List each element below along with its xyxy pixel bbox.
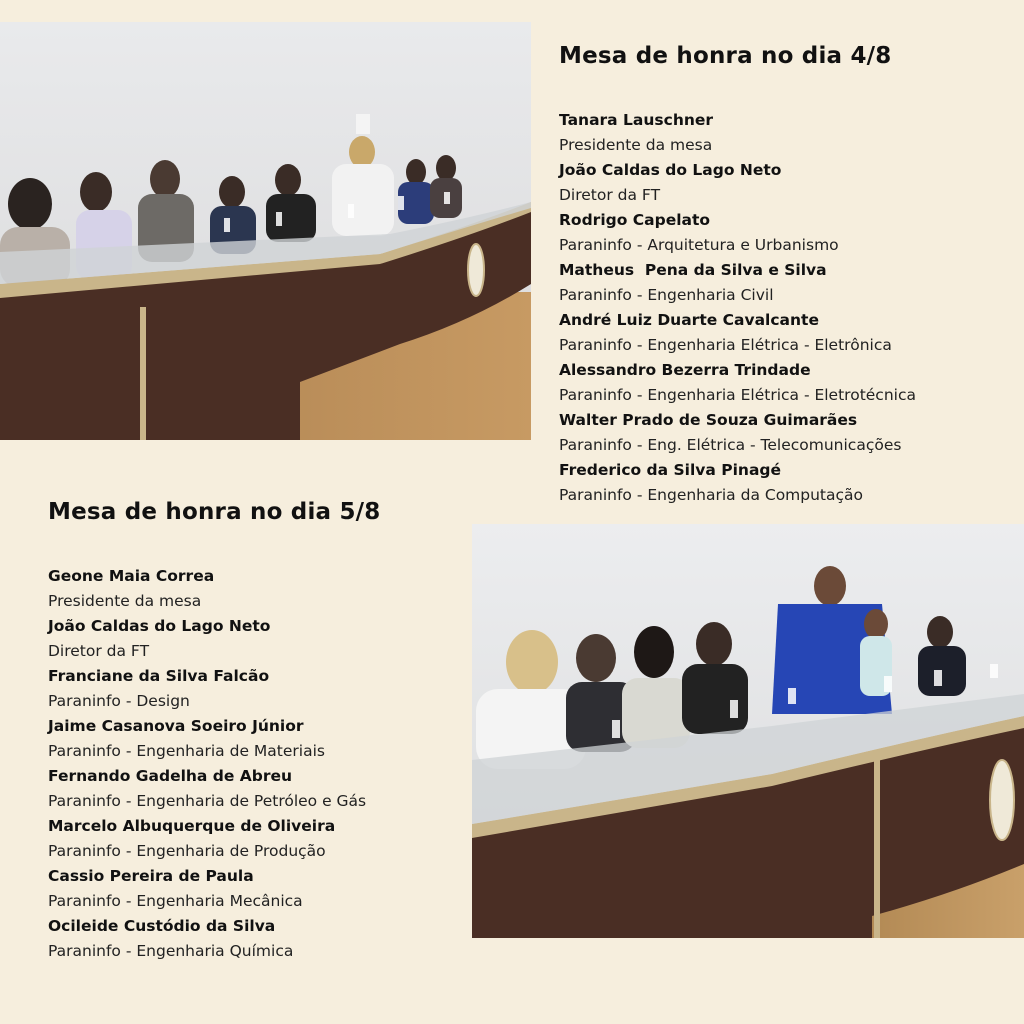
ceremony-photo-day1 — [0, 22, 531, 440]
list-item — [48, 914, 468, 964]
list-item — [48, 814, 468, 864]
member-role: Paraninfo - Engenharia de Petróleo e Gás — [48, 792, 367, 810]
member-role: Paraninfo - Engenharia da Computação — [559, 486, 864, 504]
member-role: Paraninfo - Eng. Elétrica - Telecomunicações — [559, 436, 902, 454]
member-role: Diretor da FT — [48, 642, 150, 660]
list-item — [559, 208, 1019, 258]
ceremony-photo-icon — [472, 524, 1024, 938]
list-item — [48, 864, 468, 914]
honor-table-day2 — [48, 496, 468, 964]
list-item — [559, 308, 1019, 358]
member-role: Diretor da FT — [559, 186, 661, 204]
member-role: Paraninfo - Engenharia Elétrica - Eletrotécnica — [559, 386, 916, 404]
honor-table-day1 — [559, 40, 1019, 508]
member-role: Paraninfo - Engenharia Química — [48, 942, 294, 960]
member-role: Paraninfo - Arquitetura e Urbanismo — [559, 236, 839, 254]
section-heading: Mesa de honra no dia 5/8 — [48, 499, 381, 525]
member-role: Presidente da mesa — [559, 136, 713, 154]
list-item — [559, 358, 1019, 408]
ceremony-photo-icon — [0, 22, 531, 440]
member-name: Frederico da Silva Pinagé — [559, 461, 782, 479]
list-item — [559, 408, 1019, 458]
member-role: Paraninfo - Engenharia de Materiais — [48, 742, 325, 760]
list-item — [48, 614, 468, 664]
ceremony-photo-day2 — [472, 524, 1024, 938]
member-name: Cassio Pereira de Paula — [48, 867, 254, 885]
list-item — [559, 258, 1019, 308]
member-name: Walter Prado de Souza Guimarães — [559, 411, 858, 429]
member-name: Marcelo Albuquerque de Oliveira — [48, 817, 336, 835]
list-item — [48, 564, 468, 614]
member-name: Rodrigo Capelato — [559, 211, 711, 229]
section-heading: Mesa de honra no dia 4/8 — [559, 43, 892, 69]
member-name: Franciane da Silva Falcão — [48, 667, 270, 685]
member-name: João Caldas do Lago Neto — [48, 617, 271, 635]
list-item — [48, 764, 468, 814]
member-role: Paraninfo - Engenharia Mecânica — [48, 892, 303, 910]
list-item — [559, 458, 1019, 508]
member-role: Presidente da mesa — [48, 592, 202, 610]
member-name: Alessandro Bezerra Trindade — [559, 361, 811, 379]
member-name: Tanara Lauschner — [559, 111, 714, 129]
list-item — [48, 714, 468, 764]
member-role: Paraninfo - Engenharia de Produção — [48, 842, 326, 860]
member-role: Paraninfo - Design — [48, 692, 190, 710]
member-name: Geone Maia Correa — [48, 567, 215, 585]
member-list — [48, 564, 468, 964]
member-name: André Luiz Duarte Cavalcante — [559, 311, 819, 329]
member-name: Ocileide Custódio da Silva — [48, 917, 276, 935]
list-item — [559, 108, 1019, 158]
member-name: Matheus Pena da Silva e Silva — [559, 261, 827, 279]
member-list — [559, 108, 1019, 508]
list-item — [559, 158, 1019, 208]
member-name: João Caldas do Lago Neto — [559, 161, 782, 179]
member-name: Jaime Casanova Soeiro Júnior — [48, 717, 304, 735]
member-name: Fernando Gadelha de Abreu — [48, 767, 293, 785]
list-item — [48, 664, 468, 714]
member-role: Paraninfo - Engenharia Civil — [559, 286, 774, 304]
member-role: Paraninfo - Engenharia Elétrica - Eletrônica — [559, 336, 892, 354]
